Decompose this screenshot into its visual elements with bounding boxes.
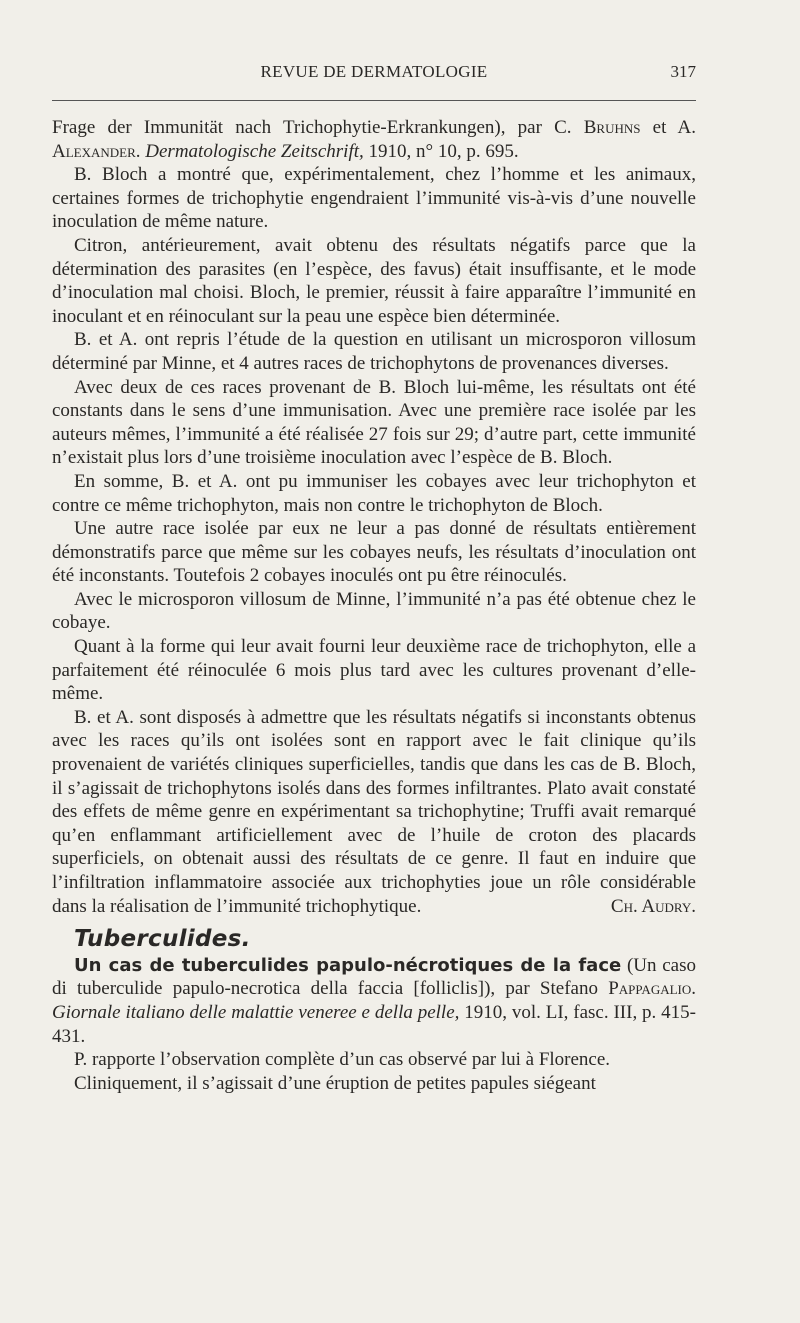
article2-citation: Un cas de tuberculides papulo-nécrotiques de la face (Un caso di tuberculide papulo-necrotica della faccia [folliclis]), par Stefano Pappagalio. Giornale italiano delle malattie veneree e della pelle, 1910, vol. LI, fasc. III, p. 415-431. [52,954,696,1047]
page-body [52,116,696,1095]
paragraph: Cliniquement, il s’agissait d’une éruption de petites papules siégeant [74,1072,596,1094]
signature: Ch. Audry. [610,895,696,917]
paragraph-with-signature: B. et A. sont disposés à admettre que les résultats négatifs si inconstants obtenus avec les races qu’ils ont isolées sont en rapport avec le fait clinique qu’ils provenaient de variétés cliniques superficielles, tandis que dans les cas de B. Bloch, il s’agissait de trichophytons isolés dans des formes infiltrantes. Plato avait constaté des effets de même genre en expérimentant sa trichophytine; Truffi avait remarqué qu’en enflammant artificiellement avec de l’huile de croton des placards superficiels, on obtenait aussi des résultats de ce genre. Il faut en induire que l’infiltration inflammatoire associée aux trichophyties joue un rôle considérable dans la réalisation de l’immunité trichophytique. Ch. Audry. [52,706,696,917]
article-title: Un cas de tuberculides papulo-nécrotiques de la face [74,954,622,976]
paragraph: B. Bloch a montré que, expérimentalement, chez l’homme et les animaux, certaines formes de trichophytie engendraient l’immunité vis-à-vis d’une nouvelle inoculation de même nature. [52,164,696,233]
paragraph: En somme, B. et A. ont pu immuniser les cobayes avec leur trichophyton et contre ce même trichophyton, mais non contre le trichophyton de Bloch. [52,470,696,516]
header-rule [52,100,696,101]
author-name: Pappagalio [608,978,692,1000]
running-title: REVUE DE DERMATOLOGIE [260,62,488,81]
paragraph: B. et A. ont repris l’étude de la question en utilisant un microsporon villosum déterminé par Minne, et 4 autres races de trichophytons de provenances diverses. [52,329,696,374]
section-heading: Tuberculides. [74,926,251,953]
paragraph: Une autre race isolée par eux ne leur a pas donné de résultats entièrement démonstratifs parce que même sur les cobayes neufs, les résultats d’inoculation ont été inconstants. Toutefois 2 cobayes inoculés ont pu être réinoculés. [52,518,696,587]
running-header [52,62,696,88]
page-number: 317 [670,62,696,81]
journal-name: Dermatologische Zeitschrift, [145,140,364,162]
journal-name: Giornale italiano delle malattie veneree e della pelle, [52,1001,460,1023]
paragraph: Avec deux de ces races provenant de B. Bloch lui-même, les résultats ont été constants dans le sens d’une immunisation. Avec une première race isolée par les auteurs mêmes, l’immunité a été réalisée 27 fois sur 29; d’autre part, cette immunité n’existait plus lors d’une troisième inoculation avec l’espèce de B. Bloch. [52,376,696,469]
paragraph: P. rapporte l’observation complète d’un cas observé par lui à Florence. [74,1049,611,1071]
paragraph: Citron, antérieurement, avait obtenu des résultats négatifs parce que la détermination des parasites (en l’espèce, des favus) était insuffisante, et le mode d’inoculation mal choisi. Bloch, le premier, réussit à faire apparaître l’immunité en inoculant et en réinoculant sur la peau une espèce bien déterminée. [52,234,696,327]
paragraph: Quant à la forme qui leur avait fourni leur deuxième race de trichophyton, elle a parfaitement été réinoculée 6 mois plus tard avec les cultures provenant d’elle-même. [52,636,696,705]
author-name: Alexander [52,140,136,162]
author-name: Bruhns [583,117,641,138]
article1-citation: Frage der Immunität nach Trichophytie-Erkrankungen), par C. Bruhns et A. Alexander. Dermatologische Zeitschrift, 1910, n° 10, p. 695. [52,117,696,162]
paragraph: Avec le microsporon villosum de Minne, l’immunité n’a pas été obtenue chez le cobaye. [52,588,696,634]
